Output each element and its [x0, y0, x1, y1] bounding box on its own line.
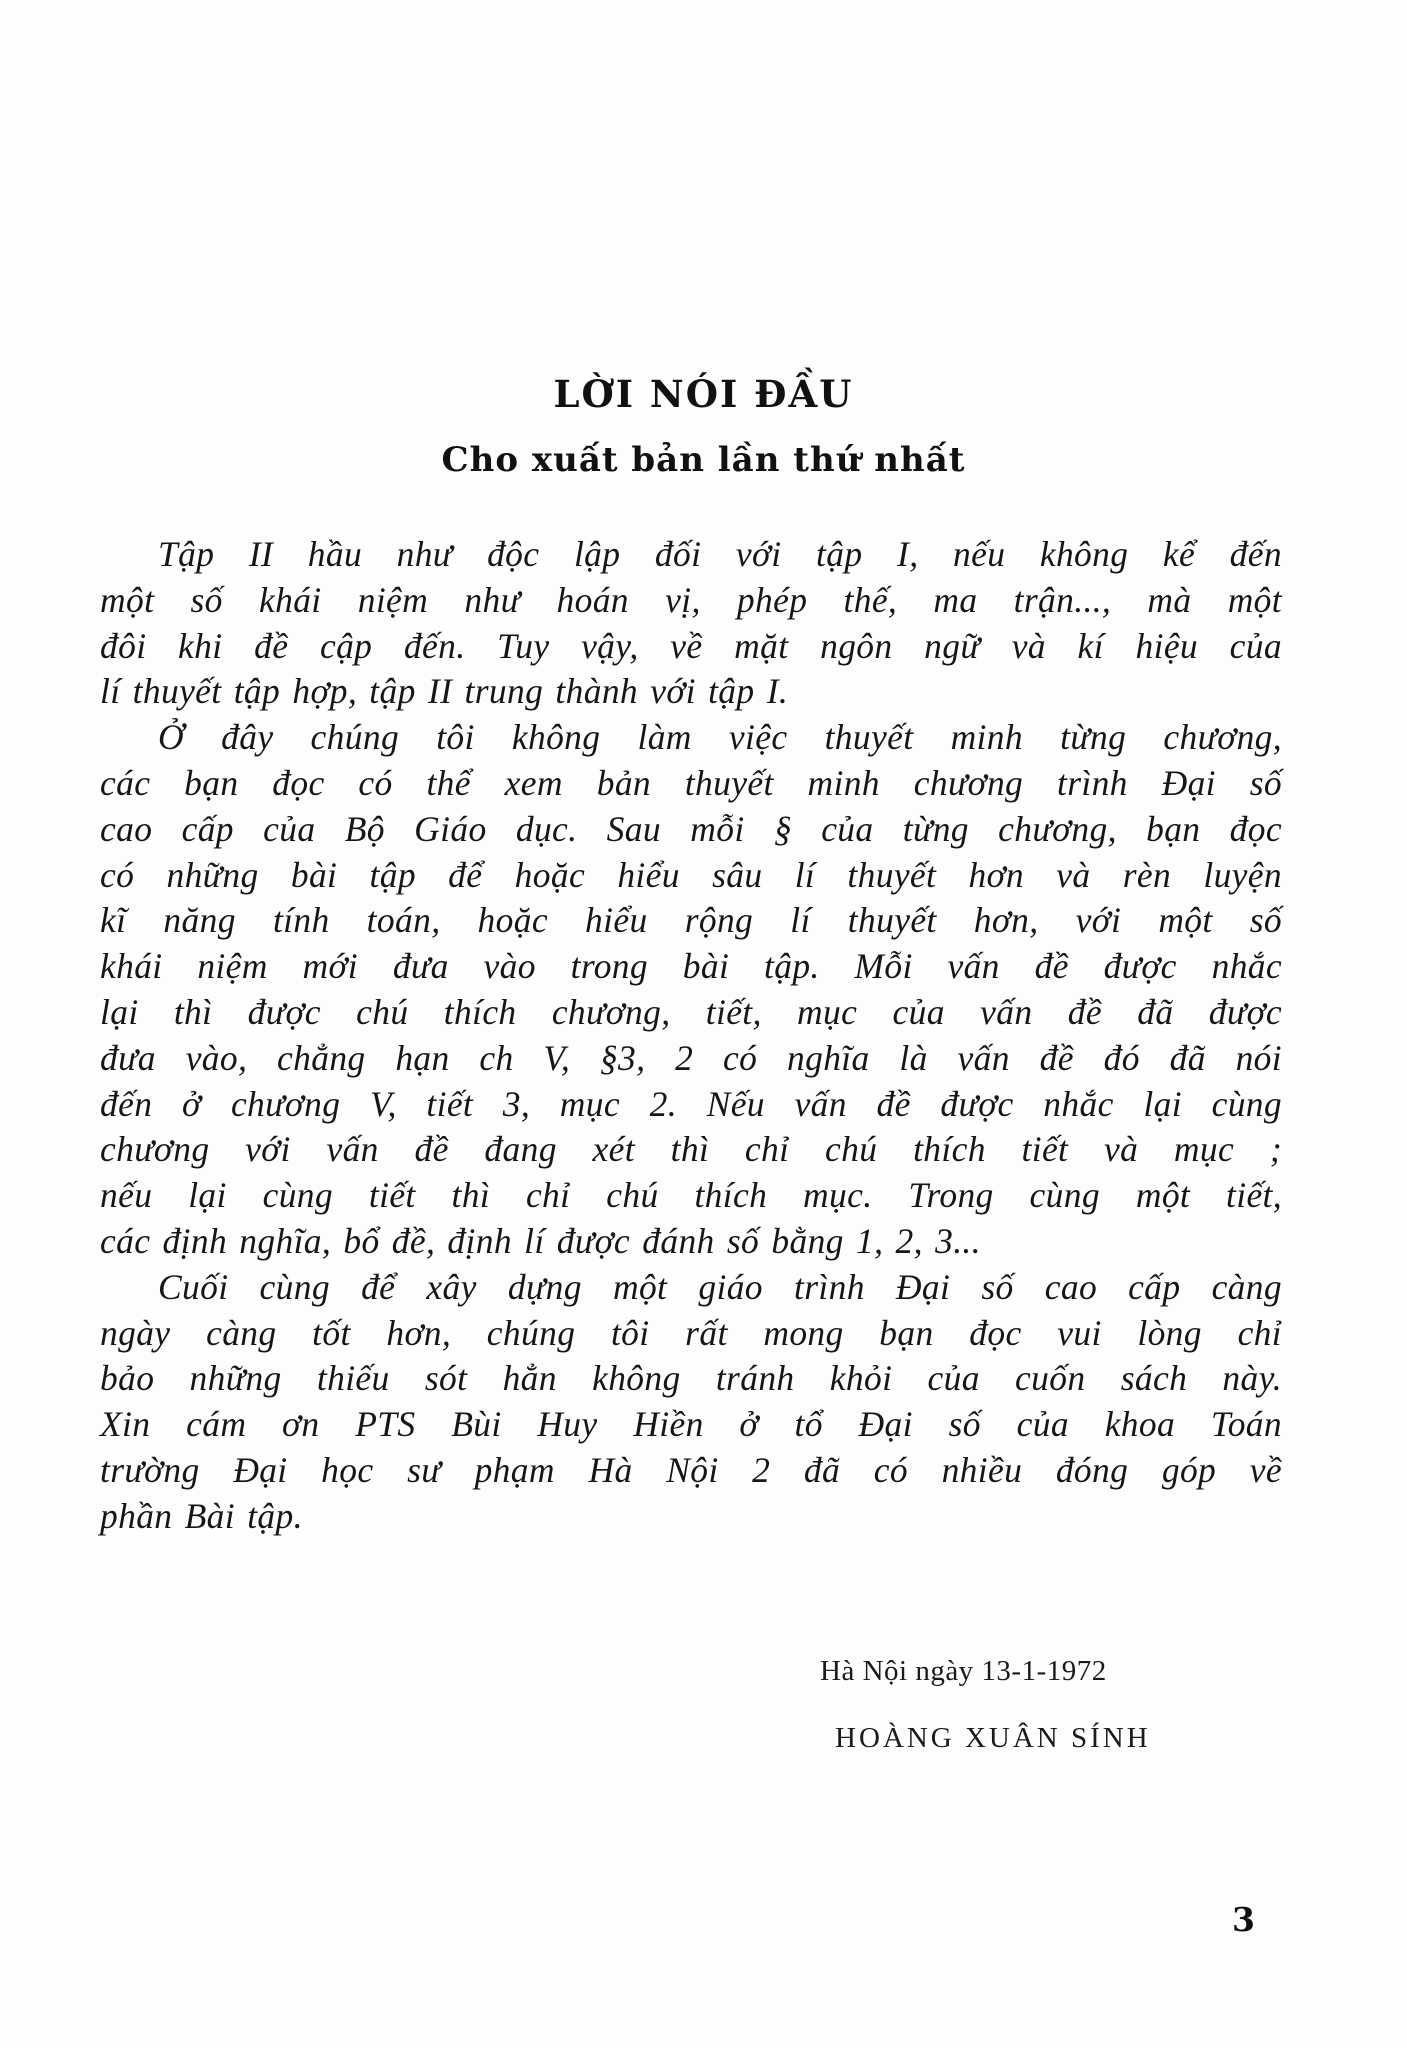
text-line: bảo những thiếu sót hẳn không tránh khỏi của cuốn sách này. [100, 1358, 1282, 1399]
text-line: một số khái niệm như hoán vị, phép thế, ma trận..., mà một [100, 579, 1282, 620]
text-line: Cuối cùng để xây dựng một giáo trình Đại số cao cấp càng [158, 1266, 1282, 1307]
paragraph [100, 715, 1282, 1265]
text-line: khái niệm mới đưa vào trong bài tập. Mỗi vấn đề được nhắc [100, 946, 1282, 987]
page-subtitle: Cho xuất bản lần thứ nhất [441, 440, 966, 480]
text-line: Xin cám ơn PTS Bùi Huy Hiền ở tổ Đại số của khoa Toán [100, 1404, 1282, 1445]
paragraph [100, 1265, 1282, 1540]
text-line: đến ở chương V, tiết 3, mục 2. Nếu vấn đề được nhắc lại cùng [100, 1083, 1282, 1124]
text-line: có những bài tập để hoặc hiểu sâu lí thuyết hơn và rèn luyện [100, 854, 1282, 895]
text-line: đưa vào, chẳng hạn ch V, §3, 2 có nghĩa là vấn đề đó đã nói [100, 1037, 1282, 1078]
text-line: các bạn đọc có thể xem bản thuyết minh chương trình Đại số [100, 762, 1282, 803]
text-line: trường Đại học sư phạm Hà Nội 2 đã có nhiều đóng góp về [100, 1449, 1282, 1490]
text-line: nếu lại cùng tiết thì chỉ chú thích mục. Trong cùng một tiết, [100, 1175, 1282, 1216]
text-line: các định nghĩa, bổ đề, định lí được đánh số bằng 1, 2, 3... [100, 1220, 981, 1261]
text-line: lại thì được chú thích chương, tiết, mục của vấn đề đã được [100, 991, 1282, 1032]
text-line: chương với vấn đề đang xét thì chỉ chú thích tiết và mục ; [100, 1129, 1282, 1170]
text-line: kĩ năng tính toán, hoặc hiểu rộng lí thuyết hơn, với một số [100, 900, 1282, 941]
page-number: 3 [1232, 1900, 1255, 1939]
text-line: phần Bài tập. [100, 1495, 303, 1536]
preface-body [100, 532, 1282, 1540]
text-line: Ở đây chúng tôi không làm việc thuyết minh từng chương, [158, 717, 1282, 758]
text-line: ngày càng tốt hơn, chúng tôi rất mong bạn đọc vui lòng chỉ [100, 1312, 1282, 1353]
text-line: đôi khi đề cập đến. Tuy vậy, về mặt ngôn ngữ và kí hiệu của [100, 625, 1282, 666]
paragraph [100, 532, 1282, 715]
signoff-author: HOÀNG XUÂN SÍNH [835, 1722, 1151, 1754]
page-title: LỜI NÓI ĐẦU [553, 372, 854, 416]
text-line: lí thuyết tập hợp, tập II trung thành với tập I. [100, 671, 789, 712]
text-line: Tập II hầu như độc lập đối với tập I, nếu không kể đến [158, 534, 1282, 574]
text-line: cao cấp của Bộ Giáo dục. Sau mỗi § của từng chương, bạn đọc [100, 808, 1282, 849]
signoff-date: Hà Nội ngày 13-1-1972 [820, 1655, 1107, 1687]
